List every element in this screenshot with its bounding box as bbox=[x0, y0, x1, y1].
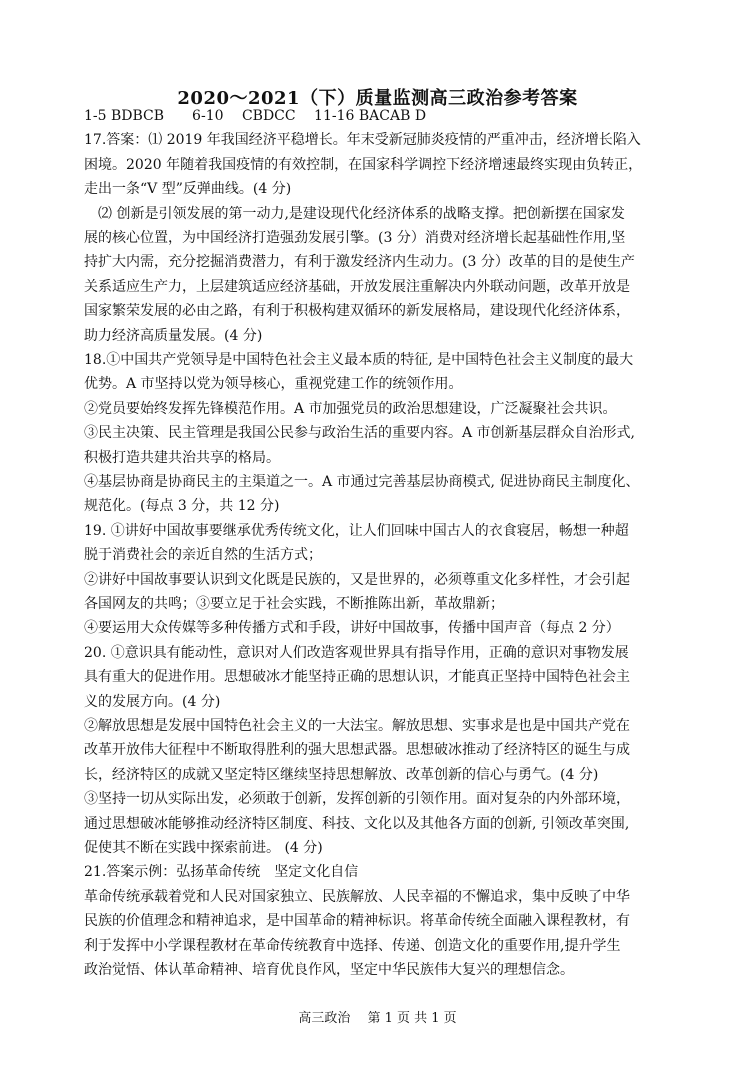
text-line: 利于发挥中小学课程教材在革命传统教育中选择、传递、创造文化的重要作用,提升学生 bbox=[84, 937, 621, 954]
text-line: 通过思想破冰能够推动经济特区制度、科技、文化以及其他各方面的创新, 引领改革突围, bbox=[84, 815, 630, 832]
text-line: 持扩大内需，充分挖掘消费潜力，有利于激发经济内生动力。(3 分）改革的目的是使生产 bbox=[84, 254, 635, 271]
text-line: ②解放思想是发展中国特色社会主义的一大法宝。解放思想、实事求是也是中国共产党在 bbox=[84, 718, 630, 734]
text-line: 革命传统承载着党和人民对国家独立、民族解放、人民幸福的不懈追求，集中反映了中华 bbox=[84, 888, 630, 905]
text-line: ②党员要始终发挥先锋模范作用。A 市加强党员的政治思想建设，广泛凝聚社会共识。 bbox=[84, 400, 617, 417]
text-line: 20. ①意识具有能动性，意识对人们改造客观世界具有指导作用，正确的意识对事物发展 bbox=[84, 644, 629, 661]
text-line: ③坚持一切从实际出发，必须敢于创新，发挥创新的引领作用。面对复杂的内外部环境， bbox=[84, 791, 630, 808]
text-line: 困境。2020 年随着我国疫情的有效控制，在国家科学调控下经济增速最终实现由负转正， bbox=[84, 156, 643, 173]
text-line: ⑵ 创新是引领发展的第一动力,是建设现代化经济体系的战略支撑。把创新摆在国家发 bbox=[84, 205, 625, 222]
page-footer: 高三政治 第 1 页 共 1 页 bbox=[298, 1011, 457, 1026]
text-line: 义的发展方向。(4 分) bbox=[84, 693, 221, 710]
text-line: ③民主决策、民主管理是我国公民参与政治生活的重要内容。A 市创新基层群众自治形式, bbox=[84, 425, 636, 442]
text-line: ④基层协商是协商民主的主渠道之一。A 市通过完善基层协商模式, 促进协商民主制度化、 bbox=[84, 474, 640, 490]
text-line: 助力经济高质量发展。(4 分) bbox=[84, 327, 263, 344]
text-line: 国家繁荣发展的必由之路，有利于积极构建双循环的新发展格局，建设现代化经济体系， bbox=[84, 303, 630, 320]
text-line: 关系适应生产力，上层建筑适应经济基础，开放发展注重解决内外联动问题，改革开放是 bbox=[84, 278, 630, 295]
text-line: 21.答案示例：弘扬革命传统 坚定文化自信 bbox=[84, 864, 359, 881]
text-line: 具有重大的促进作用。思想破冰才能坚持正确的思想认识，才能真正坚持中国特色社会主 bbox=[84, 669, 630, 686]
text-line: 长，经济特区的成就又坚定特区继续坚持思想解放、改革创新的信心与勇气。(4 分) bbox=[84, 766, 599, 783]
document-title: 2020～2021（下）质量监测高三政治参考答案 bbox=[177, 88, 578, 109]
text-line: 民族的价值理念和精神追求，是中国革命的精神标识。将革命传统全面融入课程教材，有 bbox=[84, 913, 630, 930]
text-line: 19. ①讲好中国故事要继承优秀传统文化，让人们回味中国古人的衣食寝居，畅想一种超 bbox=[84, 522, 629, 539]
text-line: 政治觉悟、体认革命精神、培育优良作风，坚定中华民族伟大复兴的理想信念。 bbox=[84, 962, 574, 978]
text-line: ④要运用大众传媒等多种传播方式和手段，讲好中国故事，传播中国声音（每点 2 分） bbox=[84, 620, 620, 637]
text-line: 1-5 BDBCB 6-10 CBDCC 11-16 BACAB D bbox=[84, 108, 427, 124]
text-line: 各国网友的共鸣；③要立足于社会实践，不断推陈出新，革故鼎新； bbox=[84, 596, 504, 612]
text-line: 改革开放伟大征程中不断取得胜利的强大思想武器。思想破冰推动了经济特区的诞生与成 bbox=[84, 742, 630, 759]
text-line: 脱于消费社会的亲近自然的生活方式； bbox=[84, 547, 322, 564]
text-line: 展的核心位置，为中国经济打造强劲发展引擎。(3 分）消费对经济增长起基础性作用,坚 bbox=[84, 230, 626, 246]
text-line: 18.①中国共产党领导是中国特色社会主义最本质的特征, 是中国特色社会主义制度的最大 bbox=[84, 352, 634, 368]
text-line: 走出一条“V 型”反弹曲线。(4 分) bbox=[84, 181, 292, 198]
text-line: 促使其不断在实践中探索前进。 (4 分) bbox=[84, 840, 323, 856]
text-line: 优势。A 市坚持以党为领导核心，重视党建工作的统领作用。 bbox=[84, 376, 463, 393]
text-line: 积极打造共建共治共享的格局。 bbox=[84, 449, 280, 466]
text-line: 17.答案：⑴ 2019 年我国经济平稳增长。年末受新冠肺炎疫情的严重冲击，经济增长陷入 bbox=[84, 132, 641, 149]
text-line: ②讲好中国故事要认识到文化既是民族的，又是世界的，必须尊重文化多样性，才会引起 bbox=[84, 571, 630, 588]
text-line: 规范化。(每点 3 分，共 12 分) bbox=[84, 498, 280, 515]
